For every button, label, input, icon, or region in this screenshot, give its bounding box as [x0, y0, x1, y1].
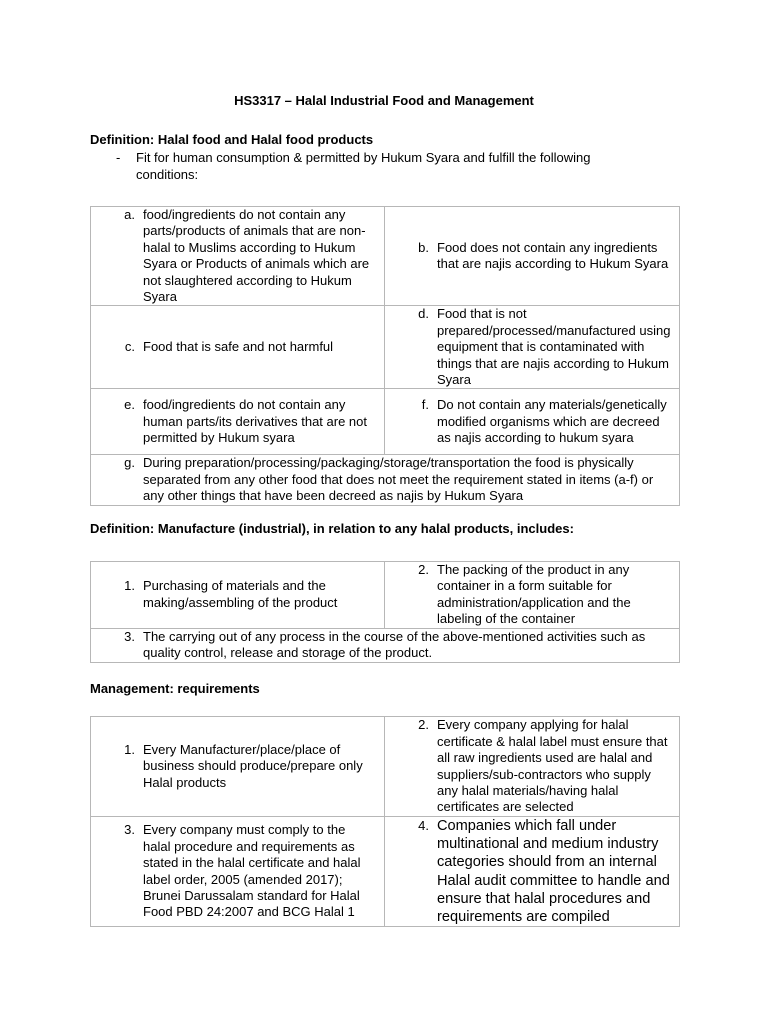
condition-d-cell [385, 306, 680, 389]
item-text: During preparation/processing/packaging/storage/transportation the food is physically separated from any other food that does not meet the requirement stated in items (a-f) or any other things that have been decreed as najis by Hukum Syara [143, 455, 654, 504]
condition-e-cell [91, 389, 385, 455]
condition-a-cell [91, 207, 385, 306]
manufacture-table [90, 561, 680, 663]
management-item-2-cell [385, 717, 680, 817]
manufacture-item-2-cell [385, 562, 680, 629]
management-item-1-cell [91, 717, 385, 817]
bullet-text: Fit for human consumption & permitted by Hukum Syara and fulfill the following conditions: [136, 150, 591, 182]
item-label: 1. [124, 741, 135, 757]
item-label: a. [124, 207, 135, 222]
item-label: g. [124, 455, 135, 471]
item-label: f. [421, 397, 429, 413]
section-heading-manufacture: Definition: Manufacture (industrial), in relation to any halal products, includes: [90, 521, 574, 536]
management-item-4-cell [385, 817, 680, 927]
item-label: 3. [124, 822, 135, 838]
section-heading-management: Management: requirements [90, 681, 260, 696]
item-label: c. [124, 339, 135, 355]
item-text: The carrying out of any process in the course of the above-mentioned activities such as quality control, release and storage of the product. [143, 628, 646, 661]
item-label: d. [418, 306, 429, 322]
item-text: food/ingredients do not contain any human parts/its derivatives that are not permitted by Hukum syara [143, 397, 368, 446]
manufacture-item-3-cell [91, 628, 680, 662]
section-heading-halal-food: Definition: Halal food and Halal food products [90, 132, 374, 147]
item-label: e. [124, 397, 135, 413]
manufacture-item-1-cell [91, 562, 385, 629]
item-text: Do not contain any materials/genetically modified organisms which are decreed as najis according to hukum syara [437, 397, 667, 446]
page-title: HS3317 – Halal Industrial Food and Management [234, 93, 534, 108]
management-item-3-cell [91, 817, 385, 927]
item-text: The packing of the product in any container in a form suitable for administration/application and the labeling of the container [437, 562, 631, 627]
item-label: 2. [418, 562, 429, 577]
item-label: 2. [418, 717, 429, 733]
item-label: 4. [418, 818, 429, 833]
condition-c-cell [91, 306, 385, 389]
item-text: Every company must comply to the halal procedure and requirements as stated in the halal certificate and halal label order, 2005 (amended 2017); Brunei Darussalam standard for Halal Food PBD 24:2007 and BCG Halal 1 [143, 822, 361, 920]
item-label: 3. [124, 628, 135, 644]
item-label: b. [418, 239, 429, 255]
halal-conditions-table [90, 206, 680, 506]
condition-g-cell [91, 455, 680, 505]
item-label: 1. [124, 578, 135, 594]
condition-f-cell [385, 389, 680, 455]
item-text: Food does not contain any ingredients that are najis according to Hukum Syara [437, 239, 669, 272]
item-text: Food that is safe and not harmful [143, 339, 334, 355]
bullet-dash: - [116, 150, 121, 165]
item-text: food/ingredients do not contain any parts/products of animals that are non-halal to Muslims according to Hukum Syara or Products of animals which are not slaughtered according to Hukum Syara [143, 207, 370, 305]
item-text: Food that is not prepared/processed/manufactured using equipment that is contaminated with things that are najis according to Hukum Syara [437, 306, 671, 388]
item-text: Purchasing of materials and the making/assembling of the product [143, 578, 338, 610]
management-table [90, 716, 680, 927]
item-text: Every Manufacturer/place/place of business should produce/prepare only Halal products [143, 741, 363, 790]
item-text: Companies which fall under multinational and medium industry categories should from an internal Halal audit committee to handle and ensure that halal procedures and requirements are compiled [437, 818, 670, 926]
condition-b-cell [385, 207, 680, 306]
item-text: Every company applying for halal certificate & halal label must ensure that all raw ingredients used are halal and suppliers/sub-contractors who supply any halal materials/having halal certificates are selected [437, 717, 668, 815]
